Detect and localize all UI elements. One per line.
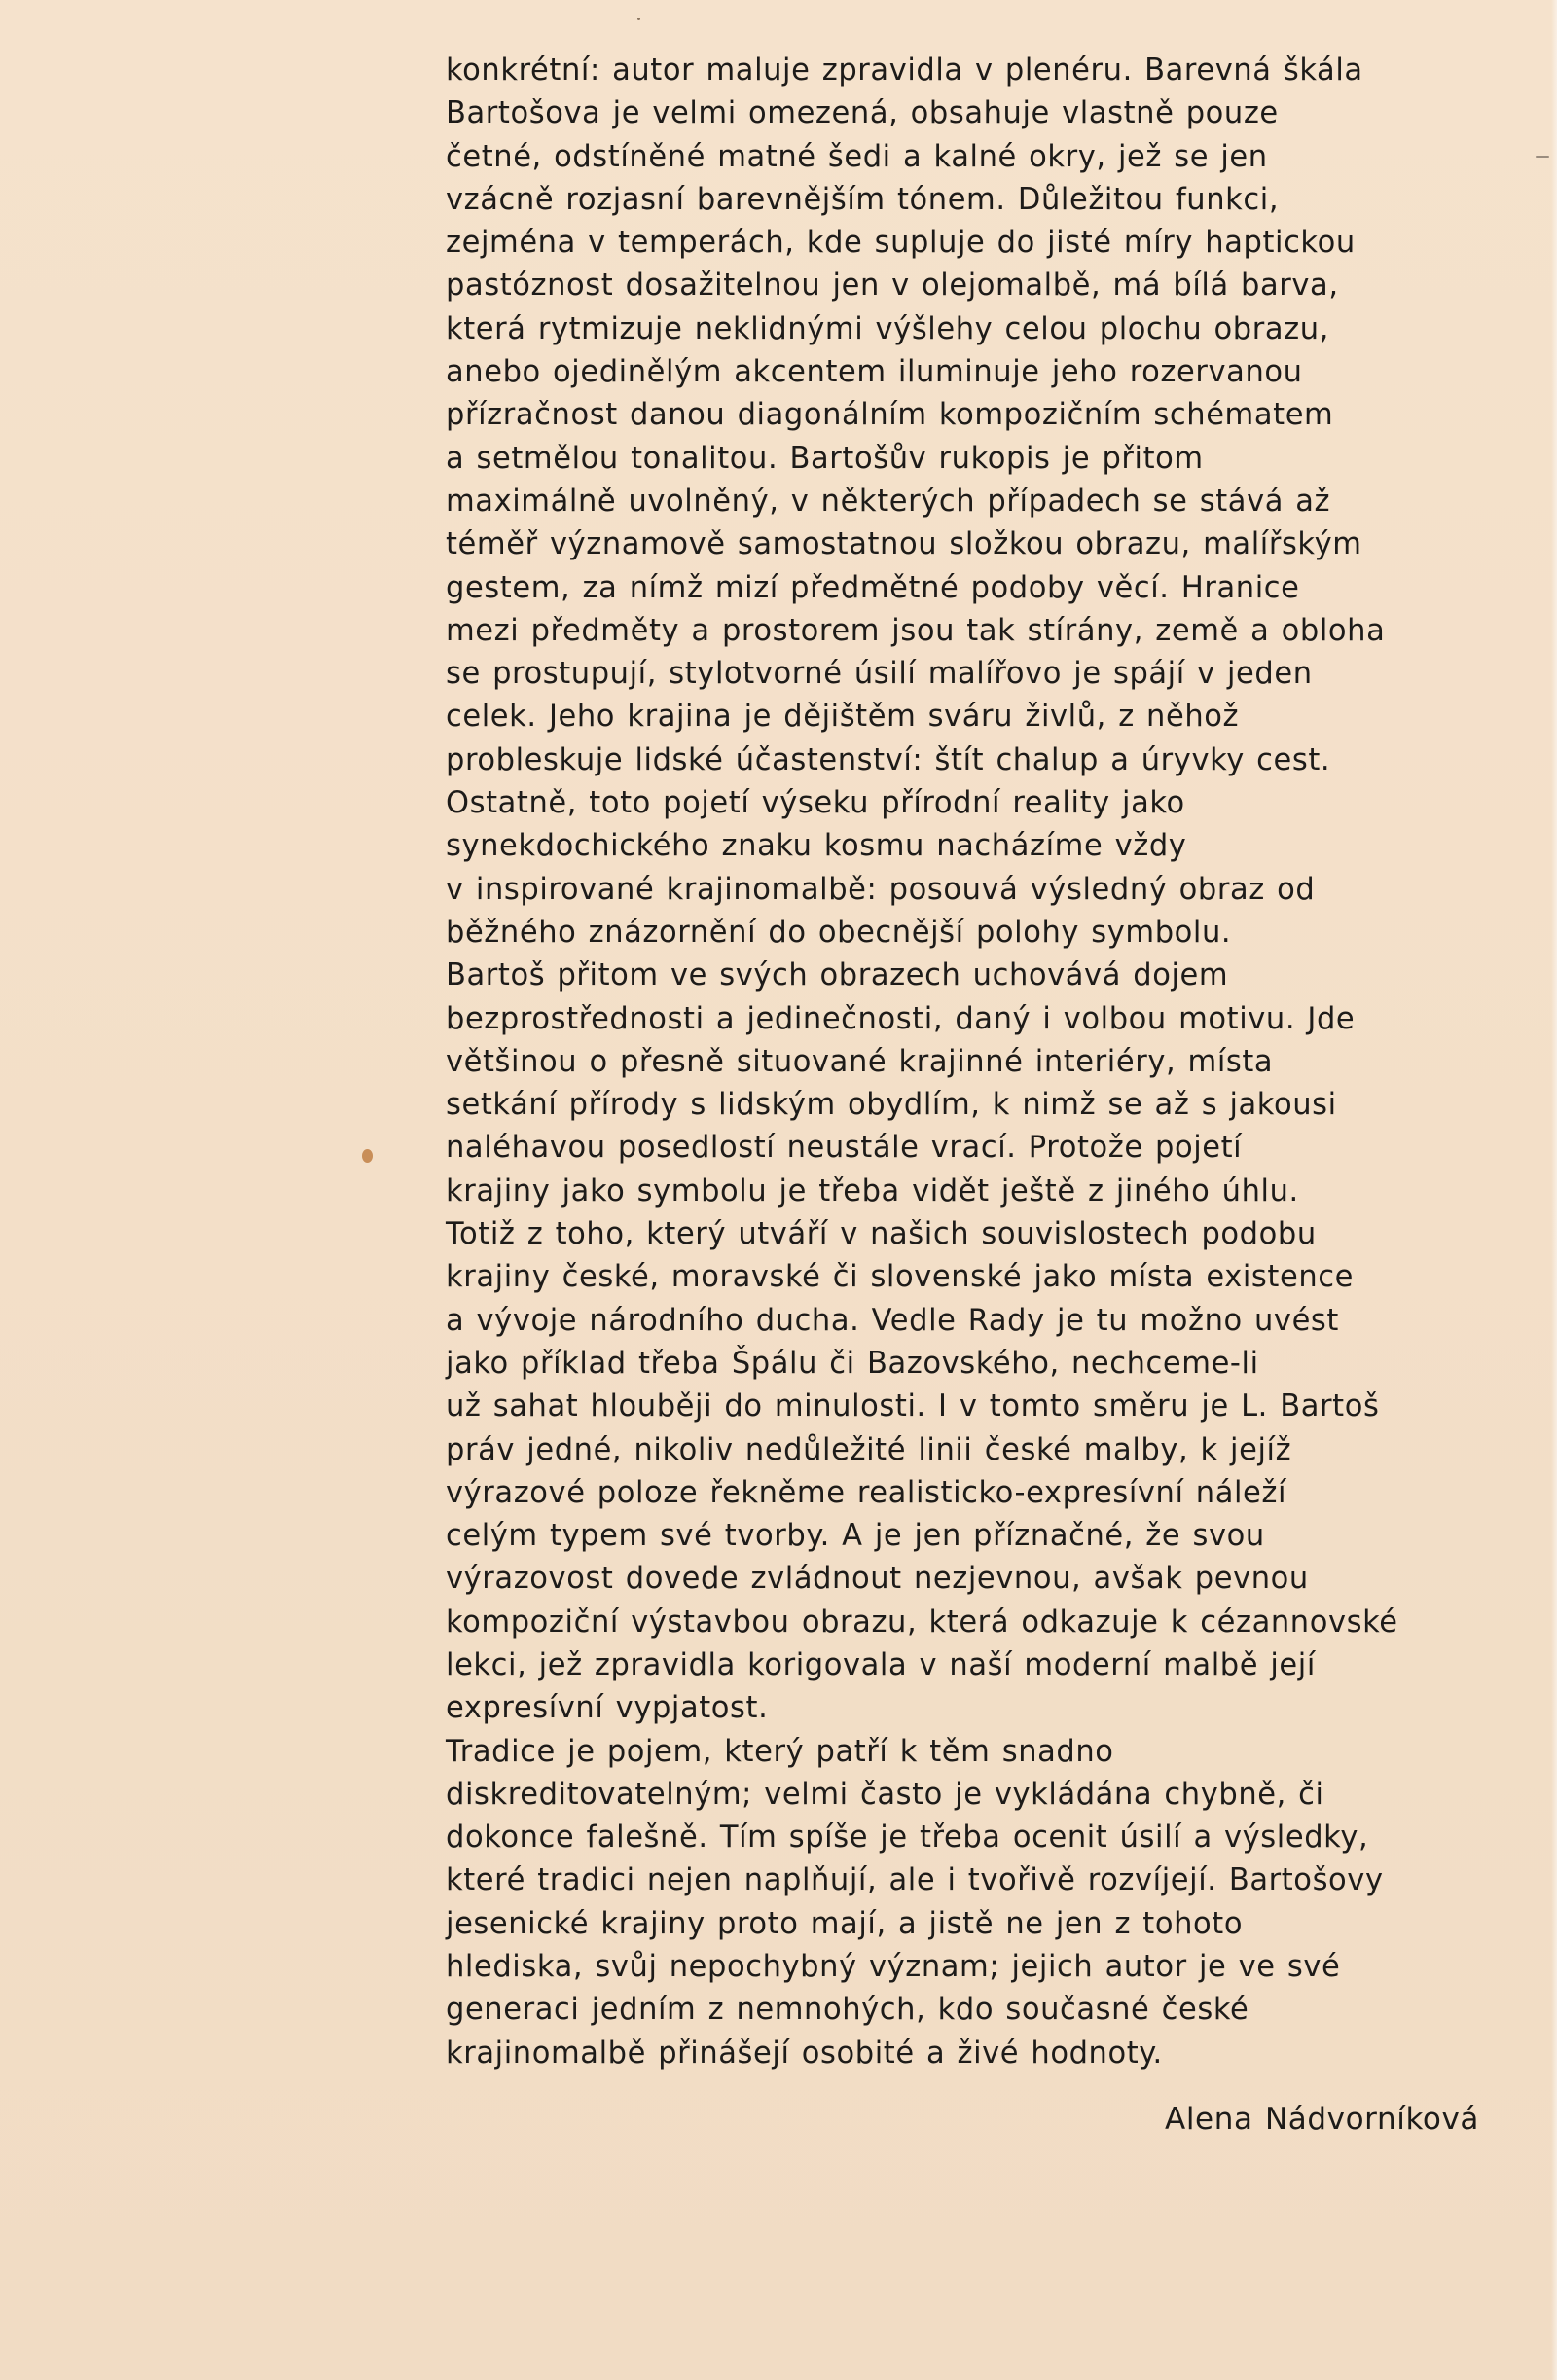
text-line: naléhavou posedlostí neustále vrací. Protože pojetí [446,1130,1243,1166]
text-line: jako příklad třeba Špálu či Bazovského, nechceme-li [446,1345,1259,1381]
text-line: bezprostřednosti a jedinečnosti, daný i volbou motivu. Jde [446,1000,1356,1036]
text-line: probleskuje lidské účastenství: štít chalup a úryvky cest. [446,741,1331,777]
text-line: expresívní vypjatost. [446,1690,769,1726]
text-line: synekdochického znaku kosmu nacházíme vždy [446,828,1187,864]
text-line: Totiž z toho, který utváří v našich souvislostech podobu [446,1216,1317,1252]
text-line: mezi předměty a prostorem jsou tak stírány, země a obloha [446,612,1386,648]
text-line: anebo ojedinělým akcentem iluminuje jeho rozervanou [446,354,1303,390]
text-line: gestem, za nímž mizí předmětné podoby věcí. Hranice [446,569,1300,605]
text-line: Ostatně, toto pojetí výseku přírodní reality jako [446,785,1185,821]
text-line: a setmělou tonalitou. Bartošův rukopis je přitom [446,440,1204,476]
text-line: téměř významově samostatnou složkou obrazu, malířským [446,526,1362,562]
text-line: výrazové poloze řekněme realisticko-expresívní náleží [446,1474,1287,1510]
text-line: zejména v temperách, kde supluje do jisté míry haptickou [446,225,1356,261]
paper-speck [362,1149,373,1163]
text-line: běžného znázornění do obecnější polohy symbolu. [446,914,1232,950]
text-line: celek. Jeho krajina je dějištěm sváru živlů, z něhož [446,699,1240,735]
text-line: které tradici nejen naplňují, ale i tvořivě rozvíjejí. Bartošovy [446,1862,1384,1898]
text-line: která rytmizuje neklidnými výšlehy celou plochu obrazu, [446,310,1329,346]
text-line: setkání přírody s lidským obydlím, k nimž se až s jakousi [446,1087,1337,1123]
text-line: vzácně rozjasní barevnějším tónem. Důležitou funkci, [446,181,1280,217]
text-line: přízračnost danou diagonálním kompozičním schématem [446,397,1334,433]
text-line: se prostupují, stylotvorné úsilí malířovo je spájí v jeden [446,656,1313,692]
paper-speck [1536,156,1549,158]
paper-speck [637,18,640,20]
text-line: hlediska, svůj nepochybný význam; jejich autor je ve své [446,1949,1341,1985]
text-line: Bartoš přitom ve svých obrazech uchovává dojem [446,957,1229,993]
text-line: krajinomalbě přinášejí osobité a živé hodnoty. [446,2035,1163,2071]
text-line: krajiny jako symbolu je třeba vidět ještě z jiného úhlu. [446,1172,1299,1208]
text-line: v inspirované krajinomalbě: posouvá výsledný obraz od [446,871,1316,907]
text-line: konkrétní: autor maluje zpravidla v plenéru. Barevná škála [446,53,1363,88]
text-line: už sahat hlouběji do minulosti. I v tomto směru je L. Bartoš [446,1388,1380,1424]
text-line: pastóznost dosažitelnou jen v olejomalbě, má bílá barva, [446,268,1339,304]
page-edge [1551,0,1557,2380]
text-line: generaci jedním z nemnohých, kdo současné české [446,1992,1249,2028]
text-line: dokonce falešně. Tím spíše je třeba ocenit úsilí a výsledky, [446,1820,1369,1856]
text-line: Bartošova je velmi omezená, obsahuje vlastně pouze [446,95,1279,131]
text-line: práv jedné, nikoliv nedůležité linii české malby, k jejíž [446,1431,1292,1467]
text-line: většinou o přesně situované krajinné interiéry, místa [446,1043,1274,1079]
text-line: lekci, jež zpravidla korigovala v naší moderní malbě její [446,1646,1316,1682]
text-line: celým typem své tvorby. A je jen příznačné, že svou [446,1518,1265,1554]
text-line: a vývoje národního ducha. Vedle Rady je tu možno uvést [446,1302,1339,1338]
text-line: diskreditovatelným; velmi často je vykládána chybně, či [446,1776,1324,1812]
author-signature: Alena Nádvorníková [1165,2102,1479,2137]
text-line: jesenické krajiny proto mají, a jistě ne jen z tohoto [446,1905,1244,1941]
essay-text [446,49,1536,2074]
text-line: krajiny české, moravské či slovenské jako místa existence [446,1259,1354,1295]
text-line: maximálně uvolněný, v některých případech se stává až [446,483,1331,519]
text-line: četné, odstíněné matné šedi a kalné okry, jež se jen [446,138,1268,174]
text-line: kompoziční výstavbou obrazu, která odkazuje k cézannovské [446,1604,1398,1640]
text-line: výrazovost dovede zvládnout nezjevnou, avšak pevnou [446,1561,1309,1597]
text-line: Tradice je pojem, který patří k těm snadno [446,1733,1114,1769]
